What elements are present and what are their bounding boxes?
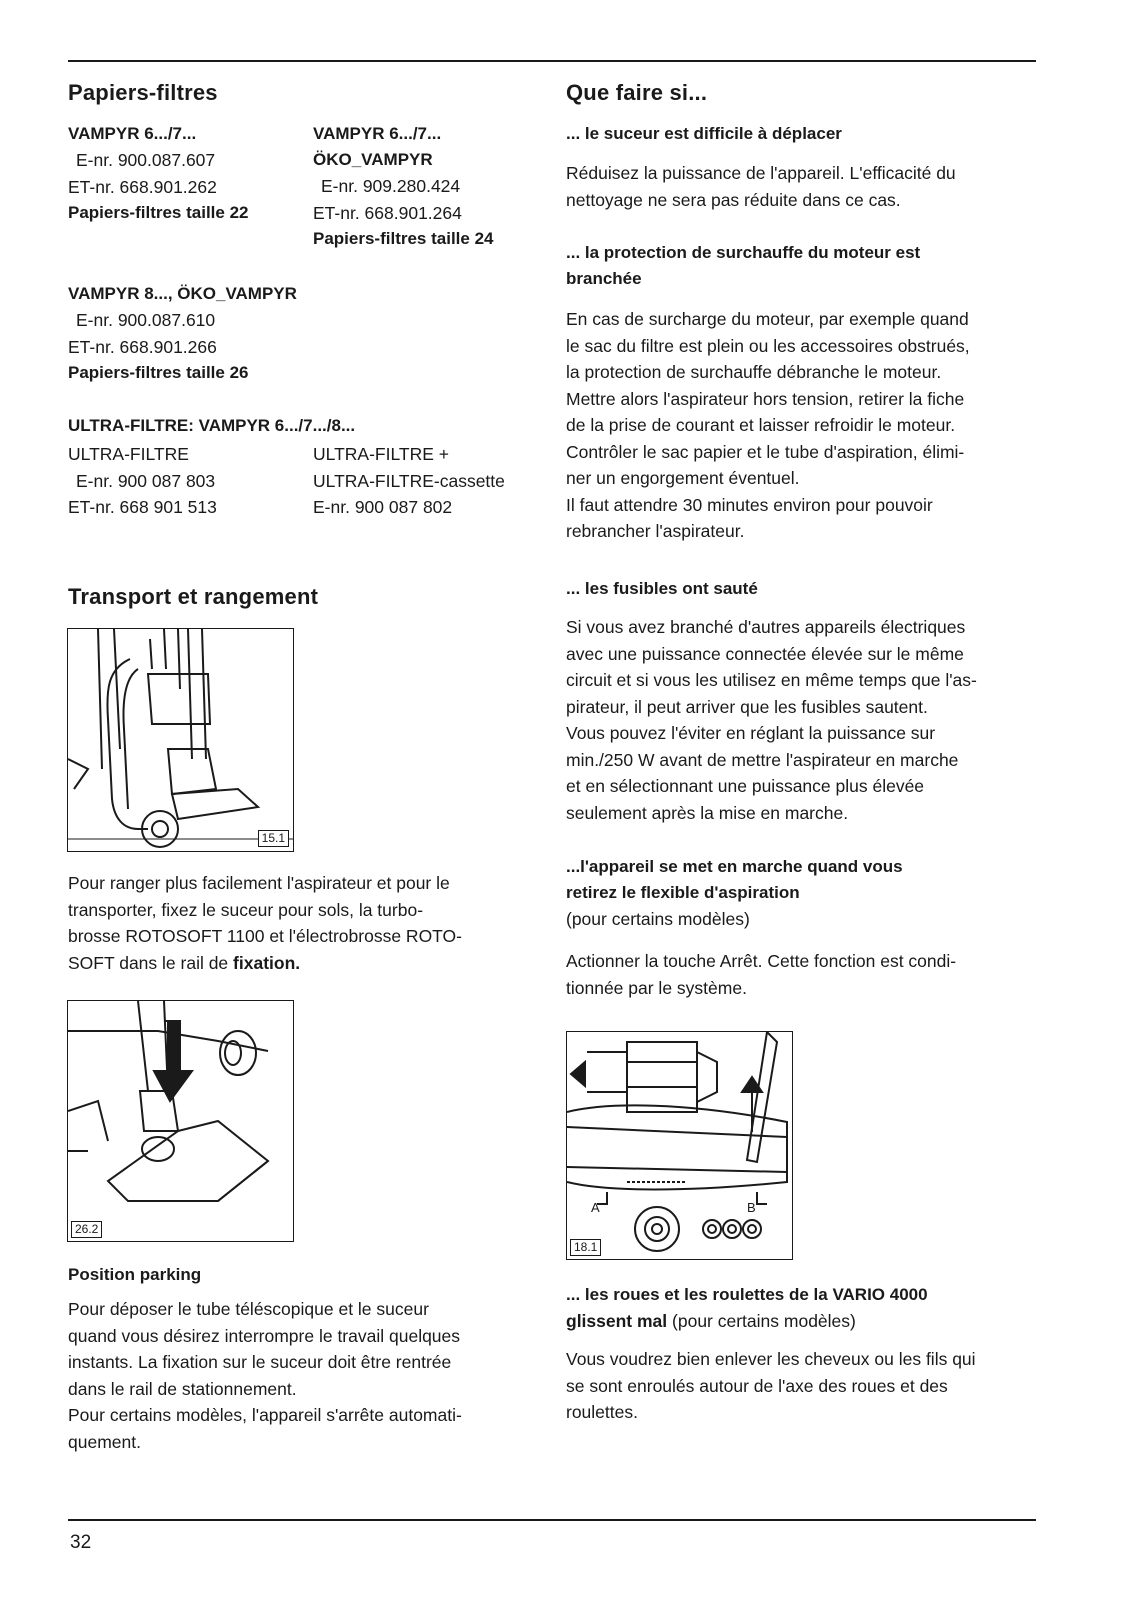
figure-label: 15.1 (258, 830, 289, 847)
transport-line: Pour ranger plus facilement l'aspirateur et pour le (68, 873, 450, 893)
trouble-paragraph-3 (566, 614, 1036, 826)
parking-title: Position parking (68, 1265, 202, 1284)
section-title-troubleshooting: Que faire si... (566, 80, 708, 105)
trouble-line: min./250 W avant de mettre l'aspirateur en marche (566, 749, 959, 770)
filter-enr: E-nr. 900.087.607 (76, 150, 216, 170)
filter-heading: VAMPYR 8..., ÖKO_VAMPYR (68, 284, 297, 303)
trouble-line: la protection de surchauffe débranche le moteur. (566, 362, 942, 382)
filter-size: Papiers-filtres taille 22 (68, 203, 249, 222)
trouble-line: Contrôler le sac papier et le tube d'aspiration, élimi- (566, 441, 965, 462)
transport-line: transporter, fixez le suceur pour sols, la turbo- (68, 899, 424, 920)
label-a: A (591, 1200, 600, 1215)
model-note: (pour certains modèles) (672, 1311, 856, 1331)
parking-paragraph (68, 1296, 530, 1455)
page-number: 32 (70, 1532, 92, 1553)
parking-line: Pour certains modèles, l'appareil s'arrête automati- (68, 1405, 462, 1425)
trouble-line: Réduisez la puissance de l'appareil. L'efficacité du (566, 163, 956, 183)
parking-line: dans le rail de stationnement. (68, 1378, 297, 1399)
parking-line: instants. La fixation sur le suceur doit être rentrée (68, 1352, 452, 1372)
transport-line: brosse ROTOSOFT 1100 et l'électrobrosse ROTO- (68, 926, 462, 946)
trouble-heading-2: ... la protection de surchauffe du moteur est branchée (566, 243, 921, 288)
trouble-line: Vous voudrez bien enlever les cheveux ou les fils qui (566, 1349, 976, 1369)
filter-etnr: ET-nr. 668.901.266 (68, 336, 217, 357)
trouble-line: et en sélectionnant une puissance plus élevée (566, 776, 925, 796)
trouble-line: Si vous avez branché d'autres appareils électriques (566, 617, 966, 637)
trouble-paragraph-2 (566, 306, 1036, 545)
parking-line: quand vous désirez interrompre le travail quelques (68, 1325, 461, 1346)
trouble-line: En cas de surcharge du moteur, par exemple quand (566, 309, 969, 329)
vacuum-parking-drawing (68, 1001, 293, 1241)
filter-size: Papiers-filtres taille 26 (68, 363, 249, 382)
ultra-name: ULTRA-FILTRE + (313, 444, 449, 464)
ultra-col-1 (68, 441, 303, 521)
trouble-line: roulettes. (566, 1402, 638, 1422)
filter-heading: VAMPYR 6.../7... (313, 124, 442, 143)
filter-heading-2: ÖKO_VAMPYR (313, 150, 433, 169)
ultra-col-2 (313, 441, 538, 521)
parking-line: quement. (68, 1431, 141, 1452)
trouble-paragraph-1 (566, 160, 1036, 213)
ultra-enr: E-nr. 900 087 803 (76, 470, 216, 491)
trouble-line: se sont enroulés autour de l'axe des roues et des (566, 1375, 948, 1396)
trouble-line: le sac du filtre est plein ou les accessoires obstrués, (566, 335, 970, 356)
vacuum-storage-drawing (68, 629, 293, 851)
filter-block-1 (68, 121, 303, 226)
transport-line-last: SOFT dans le rail de fixation. (68, 952, 301, 973)
trouble-line: ner un engorgement éventuel. (566, 468, 800, 488)
ultra-name: ULTRA-FILTRE (68, 444, 189, 464)
trouble-line: Vous pouvez l'éviter en réglant la puissance sur (566, 723, 936, 743)
figure-label: 26.2 (71, 1221, 102, 1238)
filter-block-3 (68, 281, 528, 386)
trouble-paragraph-4 (566, 948, 1036, 1001)
trouble-paragraph-5 (566, 1346, 1036, 1426)
figure-label: 18.1 (570, 1239, 601, 1256)
trouble-heading-4: ...l'appareil se met en marche quand vous retirez le flexible d'aspiration (pour certains modèles) (566, 854, 1036, 933)
top-rule (68, 60, 1036, 62)
section-title-papiers: Papiers-filtres (68, 80, 218, 105)
filter-etnr: ET-nr. 668.901.262 (68, 176, 217, 197)
figure-wheels-illustration (566, 1031, 793, 1260)
fixation-emphasis: fixation. (233, 952, 301, 973)
trouble-line: nettoyage ne sera pas réduite dans ce cas. (566, 189, 901, 210)
trouble-line: rebrancher l'aspirateur. (566, 521, 745, 541)
trouble-line: tionnée par le système. (566, 977, 747, 998)
filter-etnr: ET-nr. 668.901.264 (313, 202, 462, 223)
ultra-filter-block (68, 413, 528, 439)
trouble-line: circuit et si vous les utilisez en même temps que l'as- (566, 670, 977, 690)
trouble-line: Il faut attendre 30 minutes environ pour pouvoir (566, 494, 933, 515)
ultra-enr: E-nr. 900 087 802 (313, 497, 453, 517)
label-b: B (747, 1200, 756, 1215)
parking-line: Pour déposer le tube téléscopique et le suceur (68, 1299, 429, 1319)
section-title-transport: Transport et rangement (68, 584, 319, 609)
trouble-line: seulement après la mise en marche. (566, 802, 849, 823)
ultra-etnr: ET-nr. 668 901 513 (68, 497, 217, 517)
trouble-line: Actionner la touche Arrêt. Cette fonction est condi- (566, 951, 957, 971)
trouble-line: Mettre alors l'aspirateur hors tension, retirer la fiche (566, 388, 965, 409)
filter-heading: VAMPYR 6.../7... (68, 124, 197, 143)
ultra-heading: ULTRA-FILTRE: VAMPYR 6.../7.../8... (68, 416, 356, 435)
trouble-heading-1: ... le suceur est difficile à déplacer (566, 124, 842, 143)
vacuum-wheels-drawing (567, 1032, 792, 1259)
ultra-cassette: ULTRA-FILTRE-cassette (313, 470, 505, 491)
trouble-heading-5: ... les roues et les roulettes de la VARIO 4000 glissent mal (pour certains modèles) (566, 1285, 928, 1331)
filter-enr: E-nr. 909.280.424 (321, 176, 461, 196)
trouble-line: avec une puissance connectée élevée sur le même (566, 643, 964, 664)
bottom-rule (68, 1519, 1036, 1521)
filter-block-2 (313, 121, 538, 252)
figure-storage-illustration (67, 628, 294, 852)
filter-enr: E-nr. 900.087.610 (76, 310, 216, 330)
model-note: (pour certains modèles) (566, 909, 750, 929)
figure-parking-illustration (67, 1000, 294, 1242)
transport-paragraph (68, 870, 530, 976)
trouble-heading-3: ... les fusibles ont sauté (566, 579, 758, 598)
trouble-line: de la prise de courant et laisser refroidir le moteur. (566, 415, 956, 435)
trouble-line: pirateur, il peut arriver que les fusibles sautent. (566, 696, 928, 717)
filter-size: Papiers-filtres taille 24 (313, 229, 494, 248)
